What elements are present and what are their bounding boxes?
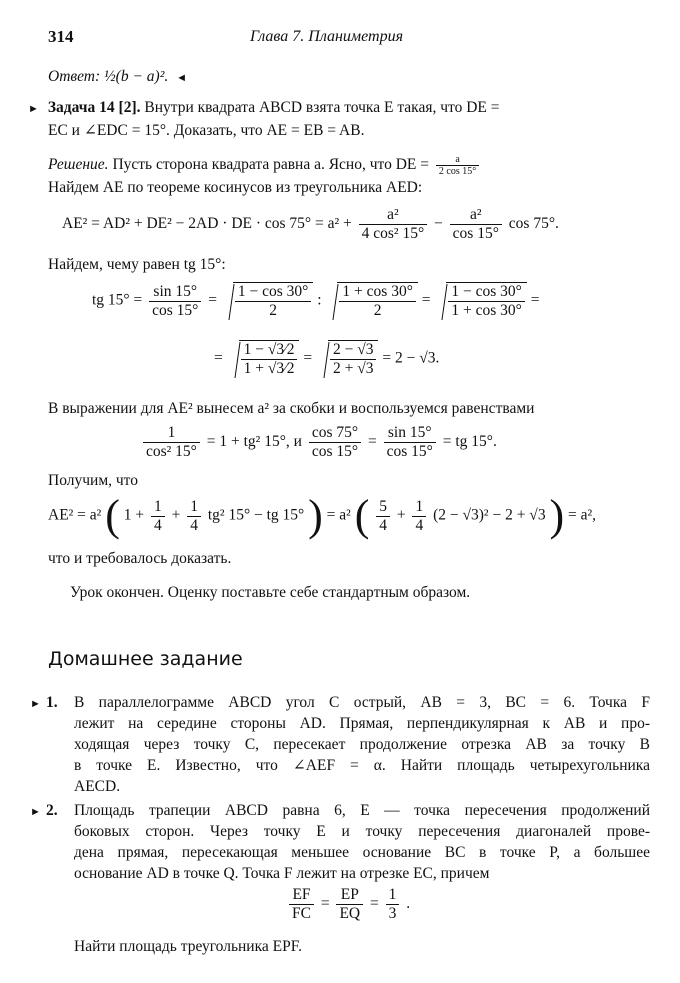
eq5-fb-den: 4 bbox=[190, 516, 198, 534]
equation-4 bbox=[140, 424, 497, 461]
problem-ref: [2]. bbox=[118, 99, 141, 116]
eq4-end: = tg 15°. bbox=[442, 433, 497, 451]
solution-label: Решение. bbox=[48, 156, 109, 174]
paren-open-1: ( bbox=[105, 491, 120, 540]
eq2-fraction-1 bbox=[149, 283, 201, 320]
eq2-r3-num: 1 − cos 30° bbox=[448, 283, 524, 302]
solution-text-1: Пусть сторона квадрата равна a. Ясно, что DE = bbox=[112, 156, 429, 174]
eq5-a: AE² = a² bbox=[48, 506, 102, 524]
eq2-eq-2: = bbox=[421, 291, 431, 309]
homework-title: Домашнее задание bbox=[48, 648, 243, 670]
homework-item-2-number bbox=[30, 800, 58, 823]
hw1-line-2: лежит на середине стороны AD. Прямая, перпендикулярная к AB и про- bbox=[74, 715, 650, 732]
eq1-f1-den: 4 cos² 15° bbox=[361, 225, 425, 242]
homework-2-last-line: Найти площадь треугольника EPF. bbox=[74, 938, 302, 955]
solution-line6: что и требовалось доказать. bbox=[48, 550, 232, 567]
eq4-mid: = 1 + tg² 15°, и bbox=[206, 433, 302, 451]
eq5-c: + bbox=[171, 506, 181, 524]
hw1-line-3: ходящая через точку C, пересекает продолжение отрезка AB за точку B bbox=[74, 736, 650, 753]
eq5-f: + bbox=[396, 506, 406, 524]
eq4-f1-num: 1 bbox=[143, 424, 200, 443]
problem-14-line1 bbox=[28, 97, 650, 120]
homework-marker-icon: ► bbox=[30, 698, 41, 710]
hw2-line-4: основание AD в точке Q. Точка F лежит на отрезке EC, причем bbox=[74, 865, 490, 882]
eq2-sqrt-3 bbox=[434, 282, 526, 320]
eq5-fd-num: 1 bbox=[412, 498, 426, 517]
hw2-line-2: боковых сторон. Через точку E и точку пересечения диагоналей прове- bbox=[74, 823, 650, 840]
eq2-f1-num: sin 15° bbox=[149, 283, 201, 302]
eq4-f2-num: cos 75° bbox=[309, 424, 361, 443]
hw2-f3-den: 3 bbox=[388, 905, 397, 922]
eq2-left: tg 15° = bbox=[92, 291, 143, 309]
eq5-fb-num: 1 bbox=[187, 498, 201, 517]
eq1-tail: cos 75°. bbox=[508, 215, 559, 233]
end-mark-icon: ◄ bbox=[176, 72, 187, 84]
eq5-g: (2 − √3)² − 2 + √3 bbox=[433, 506, 546, 524]
hw2-f3-num: 1 bbox=[386, 886, 400, 905]
eq4-f3-den: cos 15° bbox=[386, 443, 433, 460]
running-header: Глава 7. Планиметрия bbox=[250, 28, 404, 45]
eq2-r1-num: 1 − cos 30° bbox=[235, 283, 311, 302]
eq2-colon: : bbox=[317, 291, 322, 309]
eq2-sqrt-1 bbox=[221, 282, 313, 320]
hw1-line-5: AECD. bbox=[74, 778, 121, 795]
hw2-f1-den: FC bbox=[292, 905, 311, 922]
eq3-start: = bbox=[214, 349, 223, 367]
hw2-frac-1 bbox=[289, 886, 314, 923]
hw2-line-1: Площадь трапеции ABCD равна 6, E — точка пересечения продолжений bbox=[74, 802, 650, 819]
solution-line2: Найдем AE по теореме косинусов из треугольника AED: bbox=[48, 179, 423, 196]
equation-1 bbox=[62, 206, 559, 243]
eq5-fa-den: 4 bbox=[153, 516, 162, 534]
eq2-sqrt-2 bbox=[325, 282, 417, 320]
eq4-f3-num: sin 15° bbox=[384, 424, 436, 443]
page-number: 314 bbox=[48, 27, 74, 46]
answer-label: Ответ: bbox=[48, 68, 101, 85]
homework-marker-icon: ► bbox=[30, 806, 41, 818]
homework-item-1-text bbox=[74, 692, 650, 797]
eq3-r2-num: 2 − √3 bbox=[330, 341, 377, 360]
de-fraction bbox=[436, 154, 479, 177]
answer-line bbox=[48, 66, 650, 89]
hw2-frac-2 bbox=[336, 886, 363, 923]
eq5-d: tg² 15° − tg 15° bbox=[207, 506, 305, 524]
eq5-h: = a², bbox=[567, 506, 597, 524]
eq5-e: = a² bbox=[326, 506, 351, 524]
hw2-f1-num: EF bbox=[289, 886, 314, 905]
paren-close-2: ) bbox=[549, 491, 565, 540]
solution-line4: В выражении для AE² вынесем a² за скобки и воспользуемся равенствами bbox=[48, 400, 535, 417]
eq4-f2-den: cos 15° bbox=[311, 443, 359, 460]
solution-line1 bbox=[48, 154, 650, 177]
paren-open-2: ( bbox=[354, 491, 370, 540]
eq3-sqrt-2 bbox=[316, 340, 379, 378]
homework-item-1-number bbox=[30, 692, 58, 715]
eq1-fraction-1 bbox=[359, 206, 428, 243]
eq2-eq: = bbox=[208, 291, 217, 309]
eq3-end: = 2 − √3. bbox=[382, 349, 440, 367]
eq5-fa-num: 1 bbox=[151, 498, 165, 517]
eq3-sqrt-1 bbox=[227, 340, 300, 378]
eq3-r1-num: 1 − √3⁄2 bbox=[241, 341, 298, 360]
solution-line5: Получим, что bbox=[48, 472, 138, 489]
eq5-frac-a bbox=[151, 498, 165, 535]
problem-text-1: Внутри квадрата ABCD взята точка E такая, что DE = bbox=[144, 99, 500, 116]
eq1-f2-den: cos 15° bbox=[452, 225, 499, 242]
eq1-minus: − bbox=[434, 215, 443, 233]
problem-title: Задача 14 bbox=[47, 99, 115, 116]
solution-line3: Найдем, чему равен tg 15°: bbox=[48, 256, 226, 273]
equation-3 bbox=[214, 340, 439, 378]
eq4-fraction-2 bbox=[309, 424, 361, 461]
eq1-fraction-2 bbox=[450, 206, 502, 243]
problem-marker-icon: ► bbox=[28, 103, 39, 115]
eq2-r1-den: 2 bbox=[269, 302, 277, 319]
eq3-r1-den: 1 + √3⁄2 bbox=[243, 360, 295, 377]
eq2-r3-den: 1 + cos 30° bbox=[451, 302, 522, 319]
eq3-eq: = bbox=[303, 349, 313, 367]
problem-14-line2: EC и ∠EDC = 15°. Доказать, что AE = EB = AB. bbox=[48, 122, 365, 139]
eq1-left: AE² = AD² + DE² − 2AD · DE · cos 75° = a² + bbox=[62, 215, 352, 233]
hw2-eq1: = bbox=[320, 895, 330, 913]
hw2-eq-end: . bbox=[406, 895, 411, 913]
hw2-f2-den: EQ bbox=[339, 905, 361, 922]
eq5-frac-c bbox=[376, 498, 390, 535]
de-frac-den: 2 cos 15° bbox=[438, 166, 477, 177]
hw2-f2-num: EP bbox=[336, 886, 363, 905]
eq5-b: 1 + bbox=[123, 506, 145, 524]
de-frac-num: a bbox=[436, 154, 479, 166]
hw1-num: 1. bbox=[46, 694, 58, 711]
eq3-r2-den: 2 + √3 bbox=[332, 360, 374, 377]
answer-formula: ½(b − a)². bbox=[104, 68, 169, 85]
equation-5 bbox=[48, 491, 597, 540]
eq1-f2-num: a² bbox=[450, 206, 502, 225]
hw2-line-3: дена прямая, пересекающая меньшее основание BC в точке P, а большее bbox=[74, 844, 650, 861]
eq4-fraction-1 bbox=[143, 424, 200, 461]
eq2-f1-den: cos 15° bbox=[152, 301, 199, 319]
homework-2-equation bbox=[286, 886, 410, 923]
hw2-eq2: = bbox=[370, 895, 379, 913]
eq2-r2-den: 2 bbox=[373, 302, 382, 319]
lesson-end: Урок окончен. Оценку поставьте себе стандартным образом. bbox=[70, 584, 471, 601]
eq2-end: = bbox=[530, 291, 540, 309]
hw2-num: 2. bbox=[46, 802, 58, 819]
eq5-fc-num: 5 bbox=[376, 498, 390, 517]
eq1-f1-num: a² bbox=[359, 206, 428, 225]
eq4-eq: = bbox=[367, 433, 377, 451]
eq4-fraction-3 bbox=[384, 424, 436, 461]
paren-close-1: ) bbox=[308, 491, 323, 540]
eq2-r2-num: 1 + cos 30° bbox=[339, 283, 415, 302]
hw1-line-1: В параллелограмме ABCD угол C острый, AB = 3, BC = 6. Точка F bbox=[74, 694, 650, 711]
eq5-fd-den: 4 bbox=[415, 516, 424, 534]
eq5-frac-b bbox=[187, 498, 201, 535]
eq5-frac-d bbox=[412, 498, 426, 535]
hw1-line-4: в точке E. Известно, что ∠AEF = α. Найти площадь четырехугольника bbox=[74, 757, 650, 774]
homework-item-2-text bbox=[74, 800, 650, 884]
eq4-f1-den: cos² 15° bbox=[146, 443, 197, 460]
hw2-frac-3 bbox=[386, 886, 400, 923]
equation-2 bbox=[92, 282, 540, 320]
eq5-fc-den: 4 bbox=[379, 516, 387, 534]
